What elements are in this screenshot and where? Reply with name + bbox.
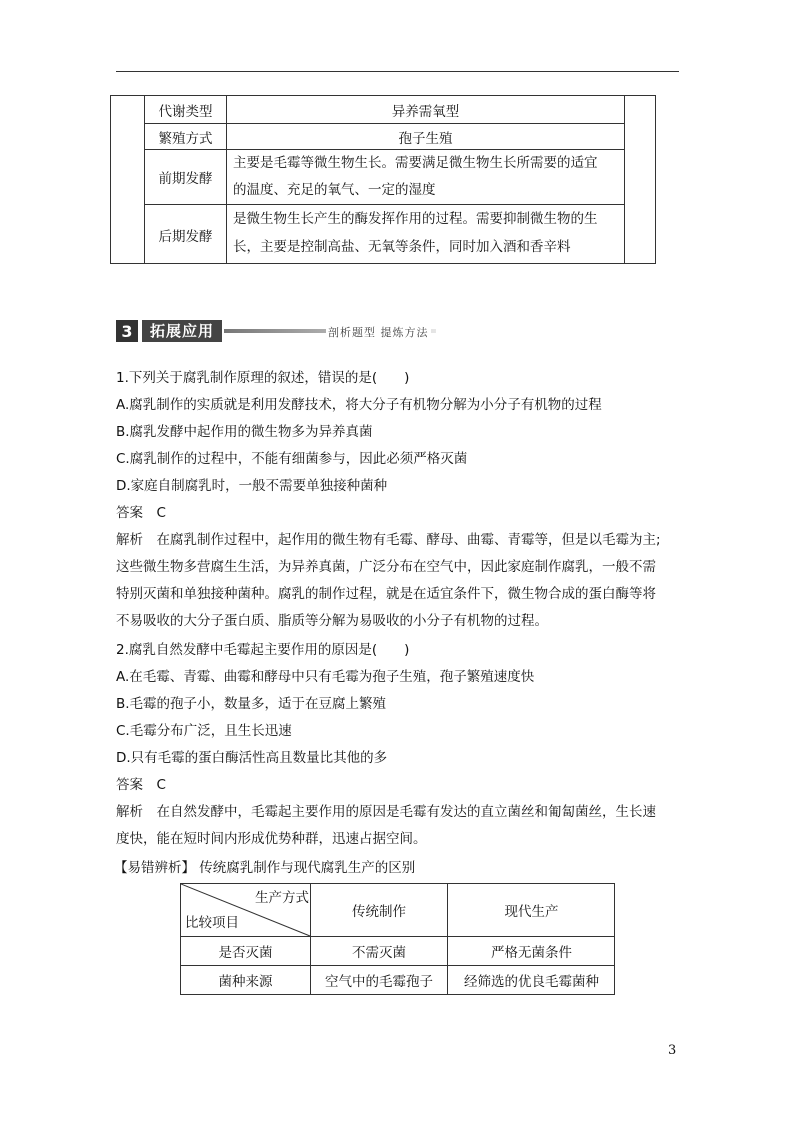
question-1-answer: 答案 C xyxy=(116,505,166,521)
header-rule xyxy=(116,71,679,72)
row-label: 繁殖方式 xyxy=(145,124,227,149)
table-row xyxy=(145,124,624,150)
column-header: 传统制作 xyxy=(352,904,406,920)
question-2-option-d: D.只有毛霉的蛋白酶活性高且数量比其他的多 xyxy=(116,750,388,766)
table-cell: 不需灭菌 xyxy=(352,945,406,961)
row-label: 前期发酵 xyxy=(145,150,227,204)
question-1-stem: 1.下列关于腐乳制作原理的叙述，错误的是( ) xyxy=(116,370,410,386)
table-row xyxy=(145,205,624,264)
question-1-option-b: B.腐乳发酵中起作用的微生物多为异养真菌 xyxy=(116,424,373,440)
table-cell: 严格无菌条件 xyxy=(491,945,572,961)
row-value-line: 是微生物生长产生的酶发挥作用的过程。需要抑制微生物的生 xyxy=(233,211,598,227)
table-cell: 空气中的毛霉孢子 xyxy=(325,974,433,990)
question-2-option-b: B.毛霉的孢子小，数量多，适于在豆腐上繁殖 xyxy=(116,696,387,712)
row-label: 代谢类型 xyxy=(145,96,227,123)
section-heading xyxy=(116,320,436,342)
corner-header-bottom: 比较项目 xyxy=(185,915,239,931)
question-2-analysis: 度快，能在短时间内形成优势种群，迅速占据空间。 xyxy=(116,831,427,847)
question-1-analysis: 特别灭菌和单独接种菌种。腐乳的制作过程，就是在适宜条件下，微生物合成的蛋白酶等将 xyxy=(116,586,656,602)
row-label: 后期发酵 xyxy=(145,205,227,264)
section-title: 拓展应用 xyxy=(142,320,222,342)
table-row xyxy=(145,150,624,205)
row-value: 异养需氧型 xyxy=(391,103,460,120)
table-row xyxy=(145,96,624,124)
row-value: 孢子生殖 xyxy=(398,130,453,147)
question-1-analysis: 不易吸收的大分子蛋白质、脂质等分解为易吸收的小分子有机物的过程。 xyxy=(116,613,548,629)
question-2-answer: 答案 C xyxy=(116,777,166,793)
error-analysis-note: 【易错辨析】 传统腐乳制作与现代腐乳生产的区别 xyxy=(114,860,416,876)
page-number: 3 xyxy=(668,1043,677,1058)
question-2-option-a: A.在毛霉、青霉、曲霉和酵母中只有毛霉为孢子生殖，孢子繁殖速度快 xyxy=(116,669,535,685)
question-1-option-c: C.腐乳制作的过程中，不能有细菌参与，因此必须严格灭菌 xyxy=(116,451,468,467)
table-cell: 是否灭菌 xyxy=(218,945,273,961)
section-number: 3 xyxy=(116,320,138,342)
comparison-table xyxy=(180,883,615,995)
table-cell: 经筛选的优良毛霉菌种 xyxy=(464,974,599,990)
row-value-line: 的温度、充足的氧气、一定的湿度 xyxy=(233,182,436,198)
question-1-analysis: 解析 在腐乳制作过程中，起作用的微生物有毛霉、酵母、曲霉、青霉等，但是以毛霉为主; xyxy=(116,532,661,548)
row-value xyxy=(227,150,624,204)
column-header: 现代生产 xyxy=(504,904,559,920)
corner-header-top: 生产方式 xyxy=(255,890,309,906)
fermentation-table xyxy=(110,95,656,264)
row-value xyxy=(227,205,624,264)
row-value-line: 主要是毛霉等微生物生长。需要满足微生物生长所需要的适宜 xyxy=(233,155,598,171)
question-1-option-d: D.家庭自制腐乳时，一般不需要单独接种菌种 xyxy=(116,478,388,494)
question-2-option-c: C.毛霉分布广泛，且生长迅速 xyxy=(116,723,292,739)
table-cell: 菌种来源 xyxy=(218,974,273,990)
question-2-analysis: 解析 在自然发酵中，毛霉起主要作用的原因是毛霉有发达的直立菌丝和匍匐菌丝，生长速 xyxy=(116,804,656,820)
question-1-option-a: A.腐乳制作的实质就是利用发酵技术，将大分子有机物分解为小分子有机物的过程 xyxy=(116,397,602,413)
section-subtitle: 剖析题型 提炼方法 xyxy=(328,326,429,339)
row-value-line: 长，主要是控制高盐、无氧等条件，同时加入酒和香辛料 xyxy=(233,239,571,255)
question-2-stem: 2.腐乳自然发酵中毛霉起主要作用的原因是( ) xyxy=(116,642,410,658)
question-1-analysis: 这些微生物多营腐生生活，为异养真菌，广泛分布在空气中，因此家庭制作腐乳，一般不需 xyxy=(116,559,656,575)
